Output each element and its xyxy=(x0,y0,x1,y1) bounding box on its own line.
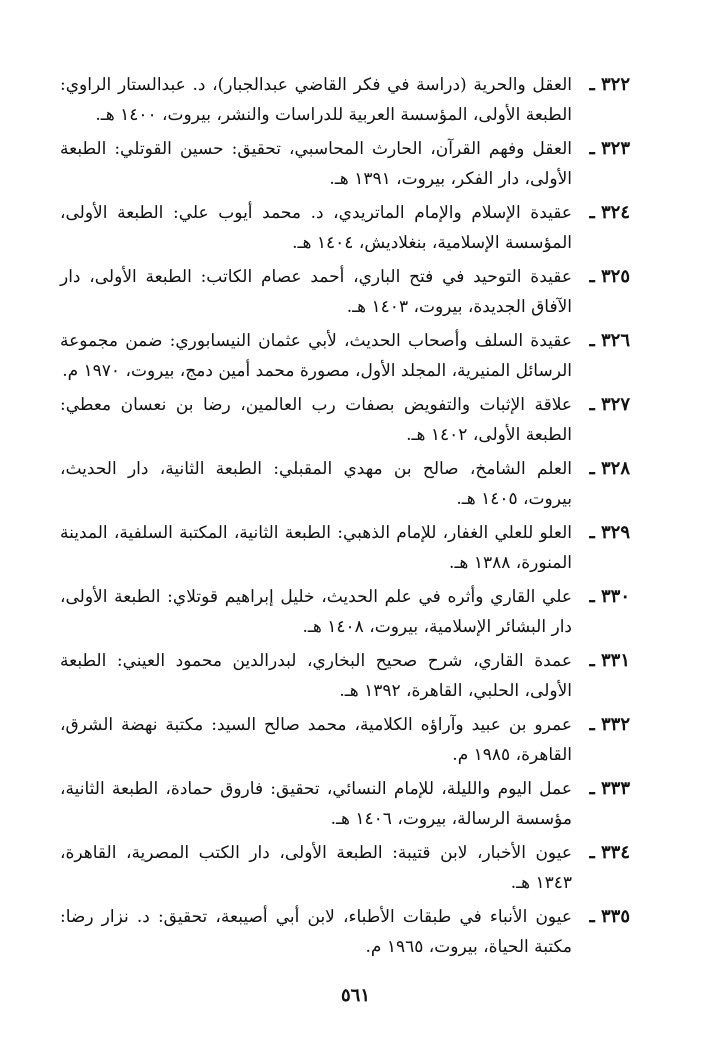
entry-number: ٣٢٣ ـ xyxy=(589,138,630,159)
entry-number: ٣٢٩ ـ xyxy=(589,522,630,543)
entry-number: ٣٣٠ ـ xyxy=(589,586,630,607)
bibliography-entry xyxy=(60,454,630,514)
bibliography-entry xyxy=(60,262,630,322)
entry-number: ٣٢٨ ـ xyxy=(589,458,630,479)
entry-text: عيون الأخبار، لابن قتيبة: الطبعة الأولى، دار الكتب المصرية، القاهرة، ١٣٤٣ هـ. xyxy=(60,843,572,893)
bibliography-entry xyxy=(60,326,630,386)
bibliography-entry xyxy=(60,646,630,706)
entry-text: عقيدة التوحيد في فتح الباري، أحمد عصام الكاتب: الطبعة الأولى، دار الآفاق الجديدة، بيروت، ١٤٠٣ هـ. xyxy=(60,267,572,317)
entry-text: علي القاري وأثره في علم الحديث، خليل إبراهيم قوتلاي: الطبعة الأولى، دار البشائر الإسلامية، بيروت، ١٤٠٨ هـ. xyxy=(60,587,572,637)
bibliography-entry xyxy=(60,390,630,450)
entry-text: عيون الأنباء في طبقات الأطباء، لابن أبي أصيبعة، تحقيق: د. نزار رضا: مكتبة الحياة، بيروت، ١٩٦٥ م. xyxy=(60,907,572,957)
entry-number: ٣٢٥ ـ xyxy=(589,266,630,287)
bibliography-entry xyxy=(60,70,630,130)
entry-number: ٣٢٧ ـ xyxy=(589,394,630,415)
entry-text: العلو للعلي الغفار، للإمام الذهبي: الطبعة الثانية، المكتبة السلفية، المدينة المنورة، ١٣٨٨ هـ. xyxy=(60,523,572,573)
entry-number: ٣٢٢ ـ xyxy=(589,74,630,95)
entry-number: ٣٣٤ ـ xyxy=(589,842,630,863)
bibliography-entry xyxy=(60,582,630,642)
bibliography-entry xyxy=(60,134,630,194)
entry-text: عمل اليوم والليلة، للإمام النسائي، تحقيق: فاروق حمادة، الطبعة الثانية، مؤسسة الرسالة، بيروت، ١٤٠٦ هـ. xyxy=(60,779,572,829)
bibliography-entry xyxy=(60,774,630,834)
entry-text: علاقة الإثبات والتفويض بصفات رب العالمين، رضا بن نعسان معطي: الطبعة الأولى، ١٤٠٢ هـ. xyxy=(60,395,572,445)
entry-number: ٣٣٥ ـ xyxy=(589,906,630,927)
entry-text: عمرو بن عبيد وآراؤه الكلامية، محمد صالح السيد: مكتبة نهضة الشرق، القاهرة، ١٩٨٥ م. xyxy=(60,715,572,765)
entry-number: ٣٣٣ ـ xyxy=(589,778,630,799)
entry-number: ٣٣٢ ـ xyxy=(589,714,630,735)
bibliography-entry xyxy=(60,838,630,898)
entry-number: ٣٣١ ـ xyxy=(589,650,630,671)
entry-number: ٣٢٤ ـ xyxy=(589,202,630,223)
page-number: ٥٦١ xyxy=(340,985,370,1006)
entry-text: العقل والحرية (دراسة في فكر القاضي عبدالجبار)، د. عبدالستار الراوي: الطبعة الأولى، المؤسسة العربية للدراسات والنشر، بيروت، ١٤٠٠ هـ. xyxy=(60,75,572,125)
bibliography-page xyxy=(60,70,630,966)
entry-text: عمدة القاري، شرح صحيح البخاري، لبدرالدين محمود العيني: الطبعة الأولى، الحلبي، القاهرة، ١٣٩٢ هـ. xyxy=(60,651,572,701)
entry-text: العلم الشامخ، صالح بن مهدي المقبلي: الطبعة الثانية، دار الحديث، بيروت، ١٤٠٥ هـ. xyxy=(60,459,572,509)
bibliography-entry xyxy=(60,710,630,770)
entry-text: عقيدة السلف وأصحاب الحديث، لأبي عثمان النيسابوري: ضمن مجموعة الرسائل المنيرية، المجلد الأول، مصورة محمد أمين دمج، بيروت، ١٩٧٠ م. xyxy=(60,331,572,381)
entry-text: عقيدة الإسلام والإمام الماتريدي، د. محمد أيوب علي: الطبعة الأولى، المؤسسة الإسلامية، بنغلاديش، ١٤٠٤ هـ. xyxy=(60,203,572,253)
entry-text: العقل وفهم القرآن، الحارث المحاسبي، تحقيق: حسين القوتلي: الطبعة الأولى، دار الفكر، بيروت، ١٣٩١ هـ. xyxy=(60,139,572,189)
bibliography-entry xyxy=(60,518,630,578)
bibliography-entry xyxy=(60,902,630,962)
entry-number: ٣٢٦ ـ xyxy=(589,330,630,351)
bibliography-entry xyxy=(60,198,630,258)
